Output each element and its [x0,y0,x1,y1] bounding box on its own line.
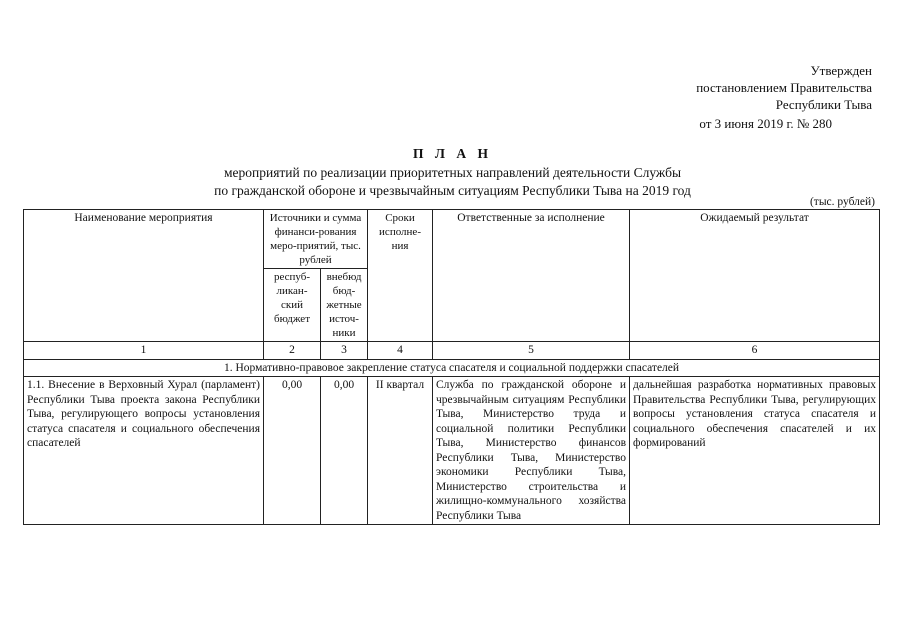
units-note: (тыс. рублей) [809,196,875,208]
header-row-1 [24,210,880,269]
row-deadline: II квартал [368,377,433,525]
column-number: 3 [321,342,368,360]
approval-block [600,62,872,132]
header-responsible: Ответственные за исполнение [433,210,630,342]
approval-date: от 3 июня 2019 г. № 280 [699,116,832,131]
header-sources: Источники и сумма финанси-рования меро-приятий, тыс. рублей [264,210,368,269]
section-title: 1. Нормативно-правовое закрепление статуса спасателя и социальной поддержки спасателей [24,359,880,377]
column-number: 6 [630,342,880,360]
document-title: П Л А Н [413,146,492,161]
section-row [24,359,880,377]
row-republican-budget: 0,00 [264,377,321,525]
subtitle-line-1: мероприятий по реализации приоритетных направлений деятельности Службы [223,165,682,180]
approval-line-1: Утвержден [810,63,872,78]
row-result: дальнейшая разработка нормативных правовых Правительства Республики Тыва, регулирующих вопросы установления статуса спасателя и социального обеспечения спасателей и их формирований [630,377,880,525]
header-expected-result: Ожидаемый результат [630,210,880,342]
header-republican-budget: респуб-ликан-ский бюджет [264,269,321,342]
document-subtitle [0,164,905,200]
approval-line-2: постановлением Правительства [696,80,872,95]
column-number: 1 [24,342,264,360]
column-number: 5 [433,342,630,360]
column-number: 2 [264,342,321,360]
approval-line-3: Республики Тыва [775,97,872,112]
table-row [24,377,880,525]
header-name: Наименование мероприятия [24,210,264,342]
row-responsible: Служба по гражданской обороне и чрезвычайным ситуациям Республики Тыва, Министерство труда и социальной политики Республики Тыва, Министерство финансов Республики Тыва, Министерство экономики Республики Тыва, Министерство строительства и жилищно-коммунального хозяйства Республики Тыва [433,377,630,525]
row-name: 1.1. Внесение в Верховный Хурал (парламент) Республики Тыва проекта закона Республики Тыва, регулирующего вопросы установления статуса спасателя и социального обеспечения спасателей [24,377,264,525]
column-number: 4 [368,342,433,360]
header-deadlines: Сроки исполне-ния [368,210,433,342]
header-extrabudget: внебюд бюд-жетные источ-ники [321,269,368,342]
column-number-row [24,342,880,360]
subtitle-line-2: по гражданской обороне и чрезвычайным ситуациям Республики Тыва на 2019 год [214,183,691,198]
row-extrabudget: 0,00 [321,377,368,525]
plan-table [23,209,880,525]
